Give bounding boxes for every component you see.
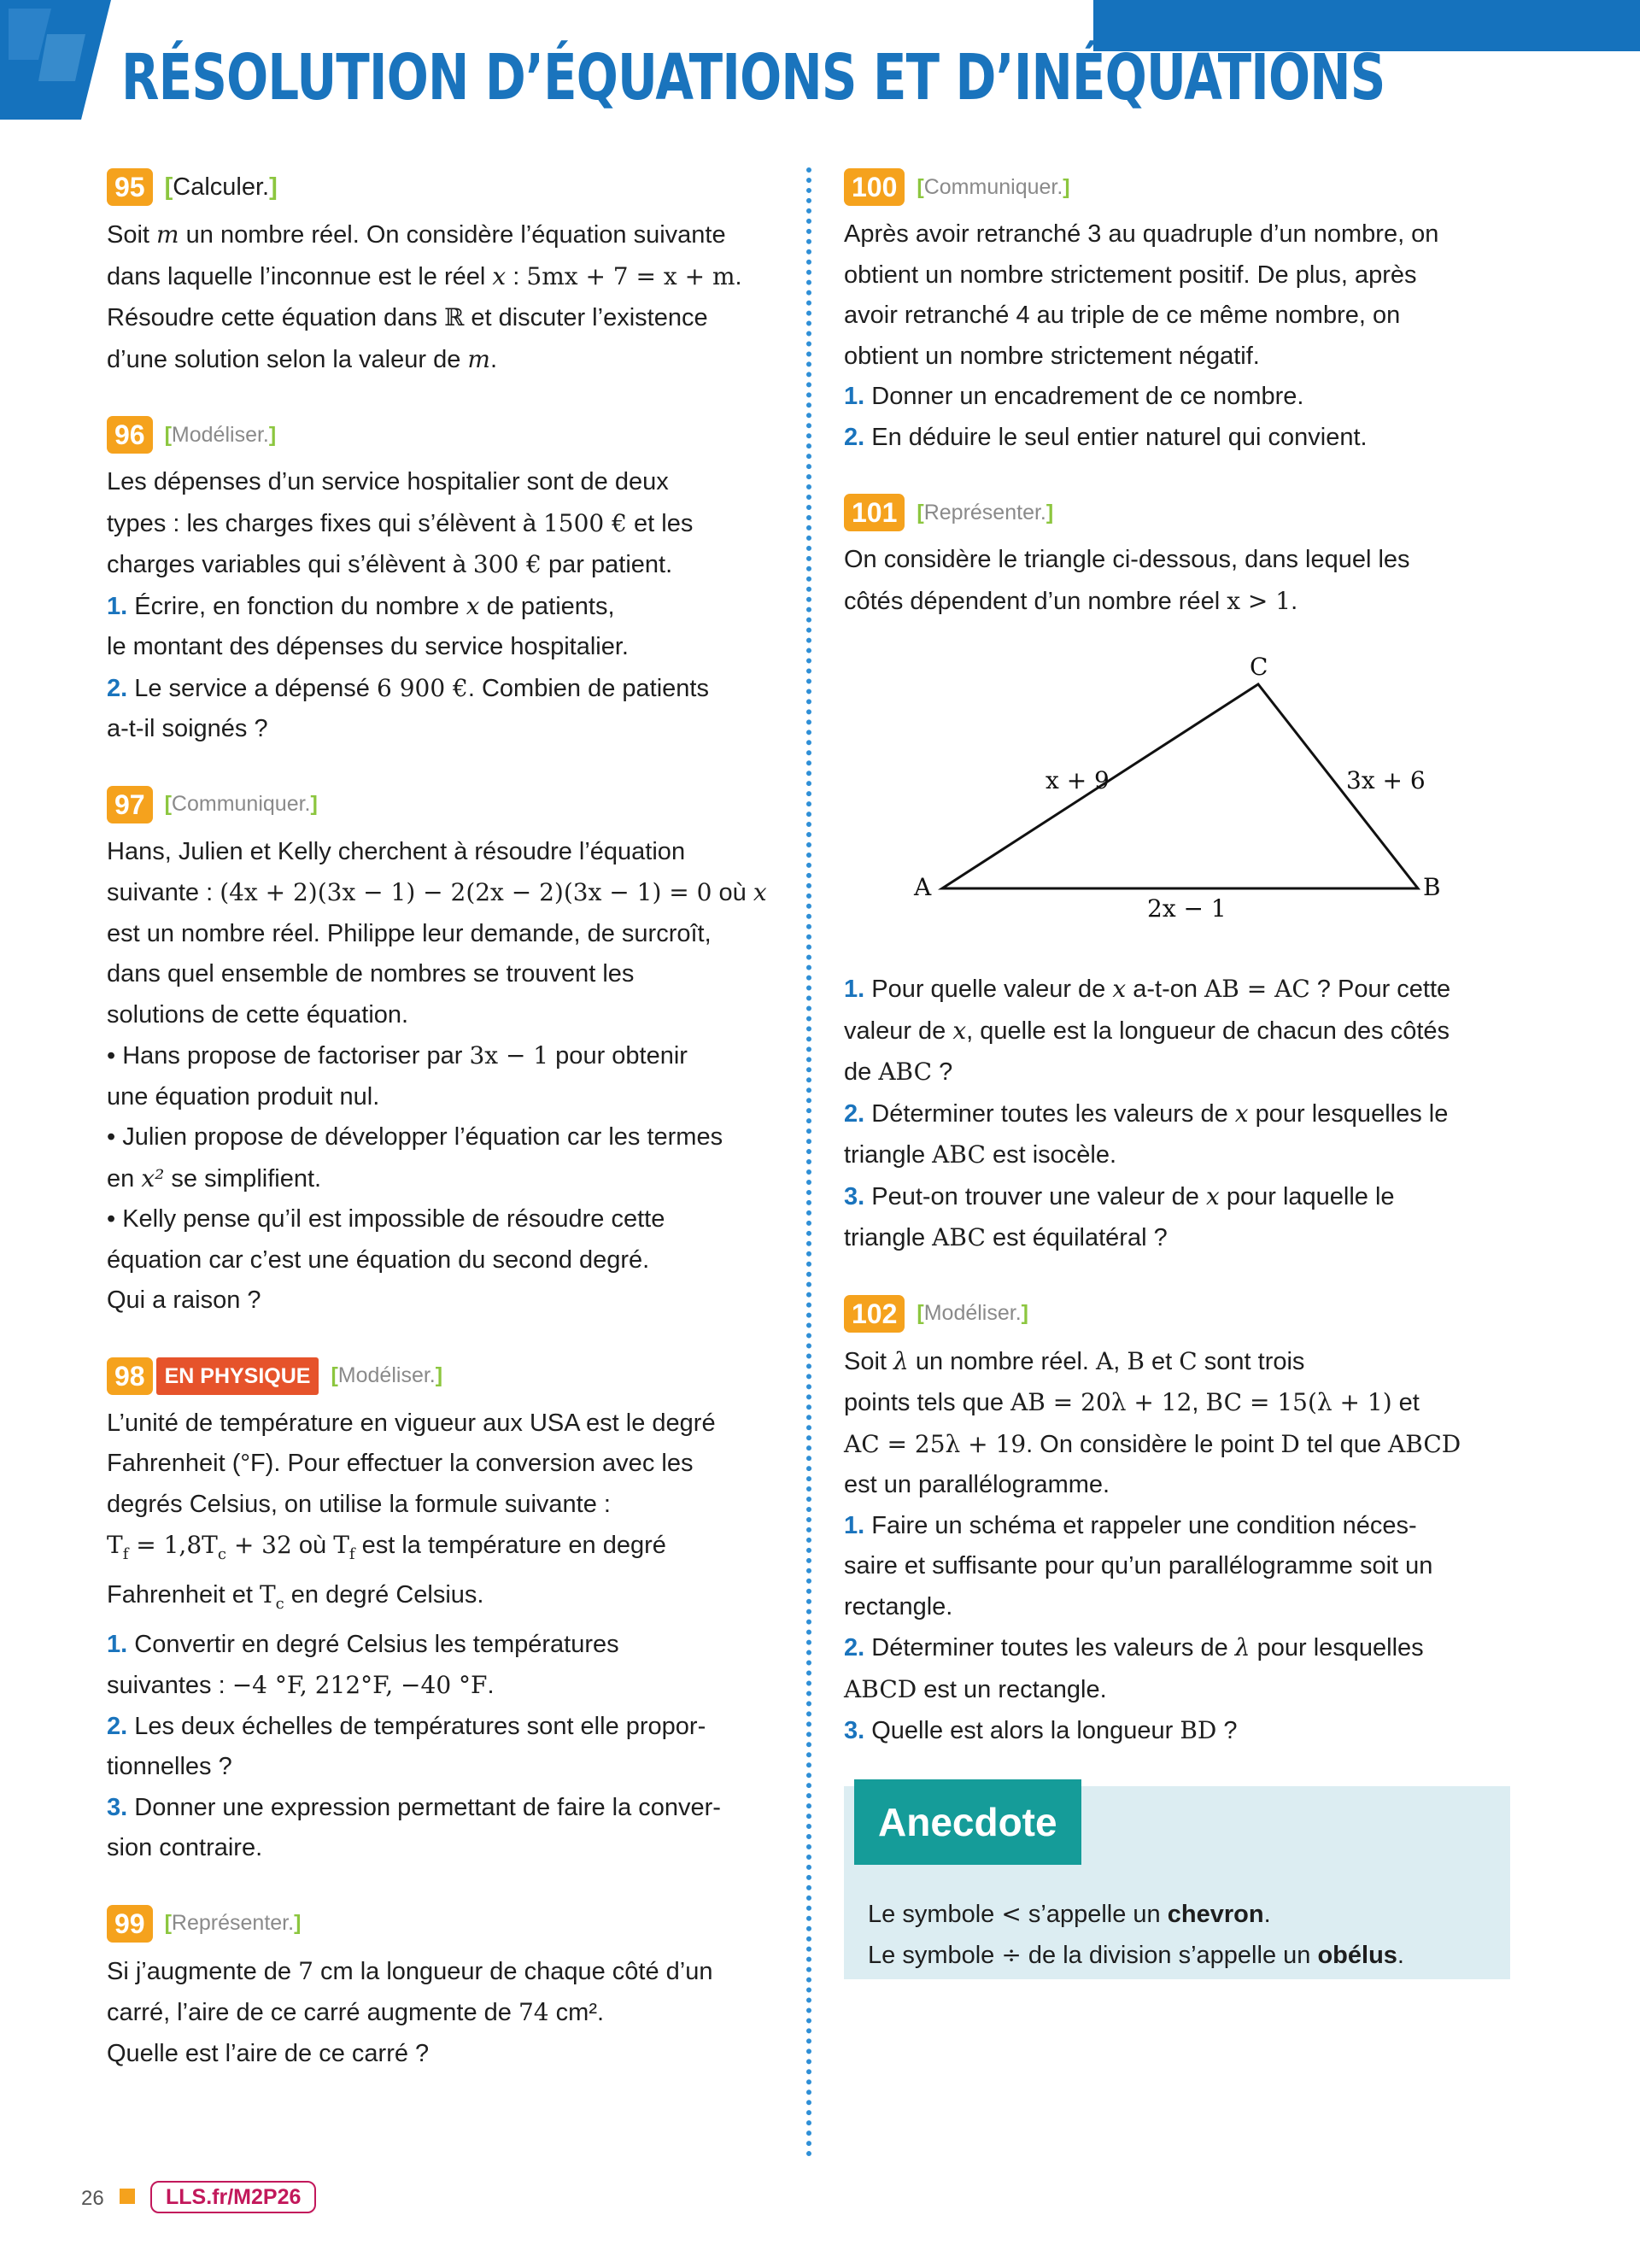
exercise-102: 102 [Modéliser.] Soit λ un nombre réel. A, B et C sont trois points tels que AB = 20λ + 12, BC = 15(λ + 1) et AC = 25λ + 19. On considère le point D tel que ABCD est un parallélogramme. 1. Faire un schéma et rappeler une condition néces- saire et suffisante pour qu’un parallélogramme soit un rectangle. 2. Déterminer toutes les valeurs de λ pour lesquelles ABCD est un rectangle. 3. Quelle est alors la longueur BD ? xyxy=(844,1293,1527,1750)
skill-label: [Modéliser.] xyxy=(331,1363,443,1387)
exercise-97: 97 [Communiquer.] Hans, Julien et Kelly cherchent à résoudre l’équation suivante : (4x + 2)(3x − 1) − 2(2x − 2)(3x − 1) = 0 où x est un nombre réel. Philippe leur demande, de surcroît, dans quel ensemble de nombres se trouvent les solutions de cette équation. • Hans propose de factoriser par 3x − 1 pour obtenir une équation produit nul. • Julien propose de développer l’équation car les termes en x² se simplifient. • Kelly pense qu’il est impossible de résoudre cette équation car c’est une équation du second degré. Qui a raison ? xyxy=(107,784,782,1320)
exercise-number: 99 xyxy=(107,1905,153,1943)
skill-label: [Modéliser.] xyxy=(917,1301,1028,1325)
exercise-number: 97 xyxy=(107,786,153,823)
right-column xyxy=(844,167,1527,1979)
side-bc-label: 3x + 6 xyxy=(1346,766,1426,794)
anecdote-text: Le symbole < s’appelle un chevron. Le symbole ÷ de la division s’appelle un obélus. xyxy=(868,1899,1404,1969)
triangle-figure xyxy=(844,630,1527,959)
exercise-number: 95 xyxy=(107,168,153,206)
anecdote-box xyxy=(844,1786,1510,1979)
footer-square-icon xyxy=(120,2189,135,2204)
corner-cube-logo xyxy=(0,0,111,120)
skill-label: [Calculer.] xyxy=(164,173,278,201)
exercise-95: 95 [Calculer.] Soit m un nombre réel. On considère l’équation suivante dans laquelle l’inconnue est le réel x : 5mx + 7 = x + m. Résoudre cette équation dans ℝ et discuter l’existence d’une solution selon la valeur de m. xyxy=(107,167,782,378)
exercise-99: 99 [Représenter.] Si j’augmente de 7 cm la longueur de chaque côté d’un carré, l’aire de ce carré augmente de 74 cm². Quelle est l’aire de ce carré ? xyxy=(107,1903,782,2073)
exercise-number: 100 xyxy=(844,168,905,206)
exercise-number: 98 xyxy=(107,1357,153,1395)
anecdote-title: Anecdote xyxy=(854,1779,1081,1865)
skill-label: [Modéliser.] xyxy=(164,422,277,447)
exercise-98: 98 EN PHYSIQUE [Modéliser.] L’unité de température en vigueur aux USA est le degré Fahrenheit (°F). Pour effectuer la conversion avec les degrés Celsius, on utilise la formule suivante : $T_f = 1,8T_c + 32$ où $T_f$ est la température en degré Fahrenheit et $T_c$ en degré Celsius. 1. Convertir en degré Celsius les températures suivantes : −4 °F, 212°F, −40 °F. 2. Les deux échelles de températures sont elle propor- tionnelles ? 3. Donner une expression permettant de faire la conver- sion contraire. xyxy=(107,1356,782,1867)
vertex-c-label: C xyxy=(1250,653,1268,681)
skill-label: [Communiquer.] xyxy=(917,174,1070,199)
physics-tag: EN PHYSIQUE xyxy=(156,1357,319,1395)
exercise-96: 96 [Modéliser.] Les dépenses d’un service hospitalier sont de deux types : les charges fixes qui s’élèvent à 1500 € et les charges variables qui s’élèvent à 300 € par patient. 1. Écrire, en fonction du nombre x de patients, le montant des dépenses du service hospitalier. 2. Le service a dépensé 6 900 €. Combien de patients a-t-il soignés ? xyxy=(107,414,782,748)
exercise-100: 100 [Communiquer.] Après avoir retranché 3 au quadruple d’un nombre, on obtient un nombre strictement positif. De plus, après avoir retranché 4 au triple de ce même nombre, on obtient un nombre strictement négatif. 1. Donner un encadrement de ce nombre. 2. En déduire le seul entier naturel qui convient. xyxy=(844,167,1527,456)
vertex-b-label: B xyxy=(1423,873,1441,901)
side-ab-label: 2x − 1 xyxy=(1147,894,1227,923)
skill-label: [Représenter.] xyxy=(917,500,1054,525)
left-column xyxy=(107,167,782,2108)
skill-label: [Représenter.] xyxy=(164,1911,302,1936)
page-title: RÉSOLUTION D’ÉQUATIONS ET D’INÉQUATIONS xyxy=(121,41,1385,114)
column-divider xyxy=(806,167,811,2158)
skill-label: [Communiquer.] xyxy=(164,792,318,816)
vertex-a-label: A xyxy=(914,873,932,901)
exercise-number: 101 xyxy=(844,494,905,531)
page-number: 26 xyxy=(81,2187,104,2210)
side-ac-label: x + 9 xyxy=(1046,766,1110,794)
lls-link[interactable]: LLS.fr/M2P26 xyxy=(150,2181,316,2213)
exercise-number: 96 xyxy=(107,416,153,454)
exercise-number: 102 xyxy=(844,1295,905,1333)
exercise-101: 101 [Représenter.] On considère le triangle ci-dessous, dans lequel les côtés dépendent d’un nombre réel x > 1. A B C x + 9 3x + 6 2x − 1 1. Pour quelle valeur de x a-t-on AB = AC ? Pour cette valeur de x, quelle est la longueur de chacun des côtés de ABC ? 2. Déterminer toutes les valeurs de x pour lesquelles le triangle ABC est isocèle. 3. Peut-on trouver une valeur de x pour laquelle le triangle ABC est équilatéral ? xyxy=(844,492,1527,1257)
